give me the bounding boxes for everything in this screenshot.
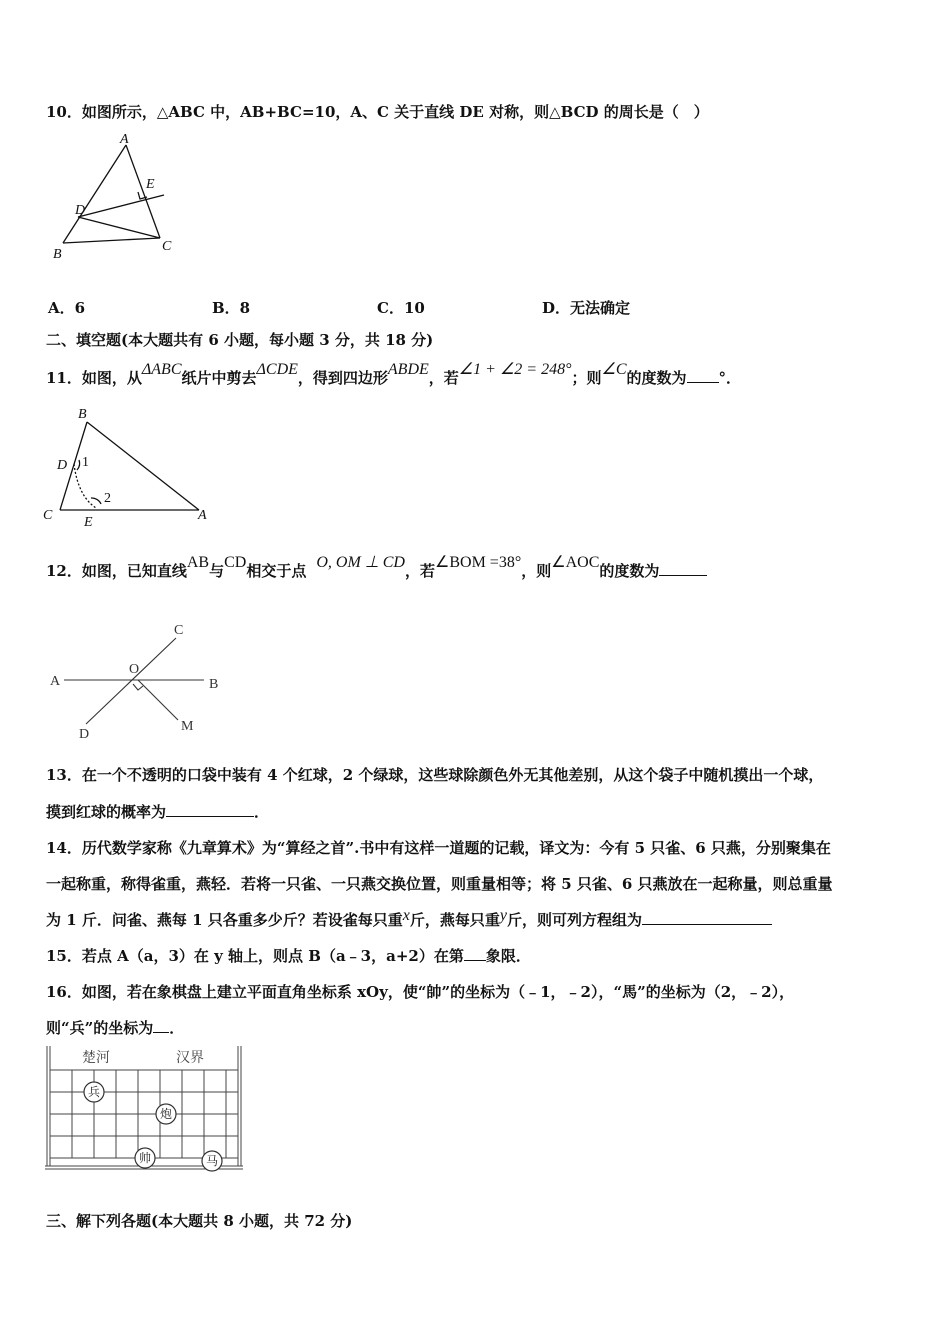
q10-option-c[interactable]: C．10 (377, 299, 425, 317)
q13-prompt: 摸到红球的概率为 (46, 803, 167, 821)
q12-answer-blank[interactable] (659, 561, 707, 576)
q13-answer-blank[interactable] (166, 802, 254, 817)
q14-math-x: x (402, 907, 410, 924)
q16-end: ． (169, 1019, 185, 1037)
q14-answer-blank[interactable] (642, 910, 772, 925)
q14-part-b: 斤，燕每只重 (409, 911, 500, 929)
q15-answer-blank[interactable] (464, 946, 486, 961)
q12-part4: ，若 (404, 562, 435, 580)
q12-math-cd: CD (224, 554, 247, 571)
q12-label-m: M (181, 719, 194, 734)
q11-part1: 11．如图，从 (46, 369, 142, 387)
q12-part2: 与 (209, 562, 225, 580)
q11-part5: ；则 (571, 369, 602, 387)
q11-answer-blank[interactable] (687, 368, 719, 383)
q14-line2: 一起称重，称得雀重，燕轻．若将一只雀、一只燕交换位置，则重量相等；将 5 只雀、6 只燕放在一起称量，则总重量 (46, 875, 833, 893)
q15-part2: 象限． (485, 947, 531, 965)
q14-part-c: 斤，则可列方程组为 (507, 911, 643, 929)
q10-option-d[interactable]: D．无法确定 (542, 299, 631, 317)
q11-label-b: B (78, 407, 87, 422)
q10-label-a: A (120, 132, 129, 147)
q11-part7: °． (718, 369, 742, 387)
q12-math-perp: O, OM ⊥ CD (316, 554, 405, 571)
q11-part6: 的度数为 (626, 369, 687, 387)
q11-part4: ，若 (428, 369, 459, 387)
q10-label-c: C (162, 239, 172, 254)
q15-text (46, 946, 531, 966)
q11-text (46, 361, 742, 389)
q11-math-abde: ABDE (387, 361, 429, 378)
q10-triangle-figure (48, 128, 183, 264)
q11-label-2: 2 (104, 491, 111, 506)
chessboard-figure (42, 1044, 248, 1176)
piece-pao: 炮 (159, 1107, 173, 1121)
q10-label-d: D (75, 203, 86, 218)
q13-end: ． (254, 803, 270, 821)
q11-label-e: E (84, 515, 93, 528)
section2-heading: 二、填空题(本大题共有 6 小题，每小题 3 分，共 18 分) (46, 331, 434, 349)
q10-label-b: B (53, 247, 62, 262)
q14-part-a: 为 1 斤．问雀、燕每 1 只各重多少斤？若设雀每只重 (46, 911, 403, 929)
q11-math-cde: ΔCDE (256, 361, 298, 378)
q12-label-a: A (50, 674, 61, 689)
q12-math-ab: AB (186, 554, 210, 571)
q15-part1: 15．若点 A（a，3）在 y 轴上，则点 B（a﹣3，a+2）在第 (46, 947, 464, 965)
q11-label-a: A (198, 508, 207, 523)
q14-math-y: y (499, 907, 507, 924)
q14-line3 (46, 907, 772, 931)
q12-lines-figure (44, 618, 234, 742)
q12-math-aoc: ∠AOC (551, 554, 600, 571)
q11-math-abc: ΔABC (141, 361, 182, 378)
q11-part3: ，得到四边形 (297, 369, 388, 387)
q10-option-b[interactable]: B．8 (212, 299, 251, 317)
piece-ma: 马 (205, 1154, 219, 1168)
q12-part5: ，则 (521, 562, 552, 580)
q10-text: 10．如图所示，△ABC 中，AB+BC=10，A、C 关于直线 DE 对称，则△BCD 的周长是（ ） (46, 103, 709, 121)
q16-answer-blank[interactable] (153, 1018, 169, 1033)
q12-label-b: B (209, 677, 219, 692)
piece-shuai: 帅 (138, 1151, 152, 1165)
q14-line1: 14．历代数学家称《九章算术》为“算经之首”.书中有这样一道题的记载，译文为：今有 5 只雀、6 只燕，分别聚集在 (46, 839, 831, 857)
q11-label-d: D (57, 458, 68, 473)
q12-math-bom: ∠BOM =38° (435, 554, 522, 571)
piece-bing: 兵 (87, 1085, 101, 1099)
q12-text (46, 554, 707, 582)
q12-part6: 的度数为 (599, 562, 660, 580)
q10-label-e: E (146, 177, 155, 192)
q11-triangle-figure (40, 404, 215, 528)
q11-part2: 纸片中剪去 (181, 369, 257, 387)
q16-line2 (46, 1018, 184, 1038)
q13-line1: 13．在一个不透明的口袋中装有 4 个红球，2 个绿球，这些球除颜色外无其他差别，从这个袋子中随机摸出一个球， (46, 766, 824, 784)
q12-label-d: D (79, 727, 90, 742)
q12-label-o: O (129, 662, 140, 677)
q16-prompt: 则“兵”的坐标为 (46, 1019, 154, 1037)
q12-part3: 相交于点 (246, 562, 307, 580)
board-label-han-jie: 汉界 (176, 1051, 204, 1066)
q16-line1: 16．如图，若在象棋盘上建立平面直角坐标系 xOy，使“帥”的坐标为（﹣1，﹣2），“馬”的坐标为（2，﹣2）， (46, 983, 795, 1001)
q11-label-c: C (43, 508, 53, 523)
q11-math-angle-c: ∠C (601, 361, 627, 378)
q11-math-angle-sum: ∠1 + ∠2 = 248° (458, 361, 572, 378)
section3-heading: 三、解下列各题(本大题共 8 小题，共 72 分) (46, 1212, 353, 1230)
q13-line2 (46, 802, 269, 822)
q10-option-a[interactable]: A．6 (48, 299, 86, 317)
q12-label-c: C (174, 623, 184, 638)
q12-part1: 12．如图，已知直线 (46, 562, 187, 580)
board-label-chu-he: 楚河 (82, 1051, 110, 1066)
q11-label-1: 1 (82, 455, 89, 470)
